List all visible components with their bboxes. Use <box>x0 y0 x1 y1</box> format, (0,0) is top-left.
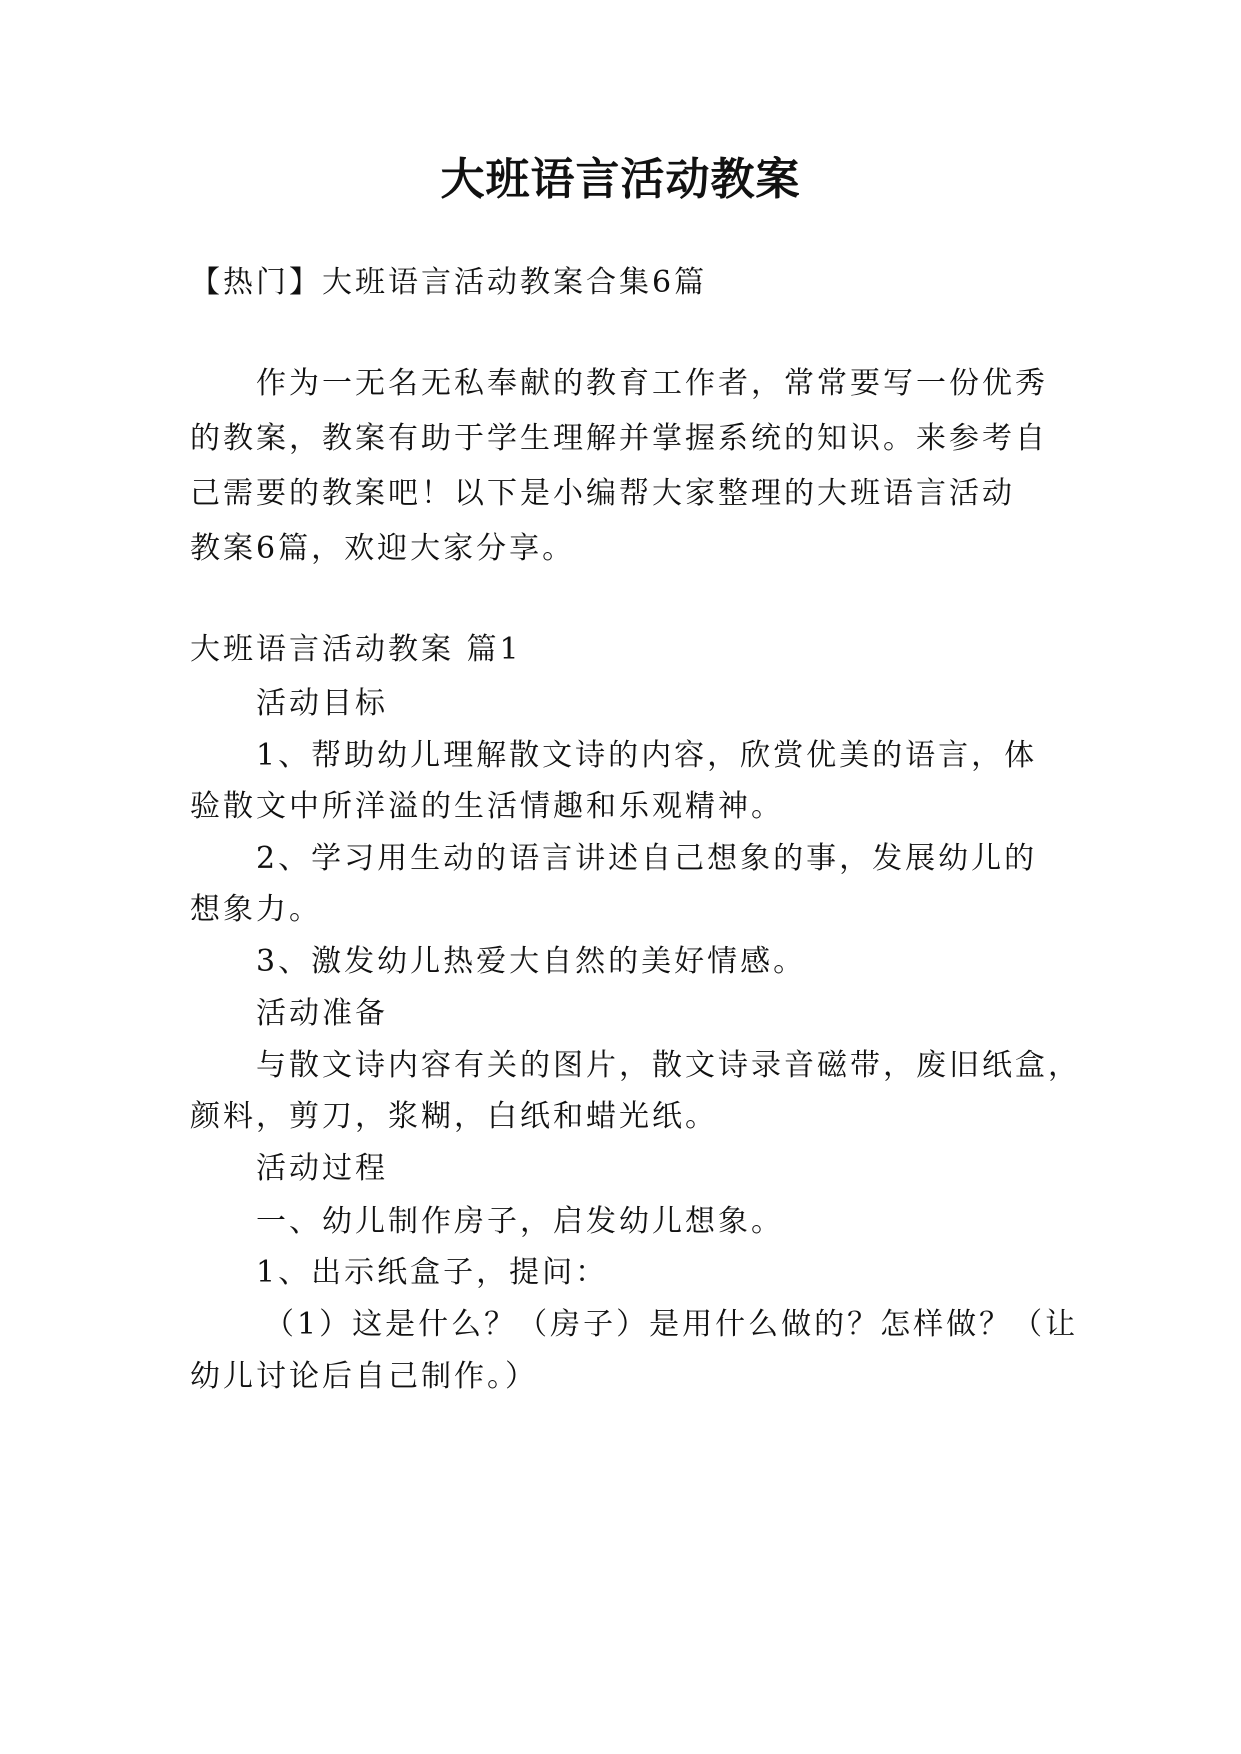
body-line-goal-3: 3、激发幼儿热爱大自然的美好情感。 <box>256 944 807 979</box>
body-line-activity-prep: 活动准备 <box>256 996 388 1031</box>
body-line-process-question-cont: 幼儿讨论后自己制作。） <box>190 1359 538 1394</box>
body-line-goal-1: 1、帮助幼儿理解散文诗的内容，欣赏优美的语言，体 <box>256 738 1038 773</box>
section-heading: 大班语言活动教案 篇1 <box>190 632 522 667</box>
body-line-prep-1: 与散文诗内容有关的图片，散文诗录音磁带，废旧纸盒， <box>256 1048 1081 1083</box>
document-subtitle: 【热门】大班语言活动教案合集6篇 <box>190 265 708 300</box>
body-line-prep-1-cont: 颜料，剪刀，浆糊，白纸和蜡光纸。 <box>190 1099 718 1134</box>
body-line-process-1: 一、幼儿制作房子，启发幼儿想象。 <box>256 1204 784 1239</box>
body-line-activity-process: 活动过程 <box>256 1151 388 1186</box>
intro-line-3: 己需要的教案吧！以下是小编帮大家整理的大班语言活动 <box>190 476 1015 511</box>
body-line-goal-1-cont: 验散文中所洋溢的生活情趣和乐观精神。 <box>190 789 784 824</box>
body-line-activity-goals: 活动目标 <box>256 686 388 721</box>
intro-line-4: 教案6篇，欢迎大家分享。 <box>190 531 576 566</box>
document-title: 大班语言活动教案 <box>440 154 801 205</box>
body-line-goal-2: 2、学习用生动的语言讲述自己想象的事，发展幼儿的 <box>256 841 1038 876</box>
intro-line-1: 作为一无名无私奉献的教育工作者，常常要写一份优秀 <box>256 366 1048 401</box>
body-line-process-question: （1）这是什么？（房子）是用什么做的？怎样做？（让 <box>264 1307 1079 1342</box>
intro-line-2: 的教案，教案有助于学生理解并掌握系统的知识。来参考自 <box>190 421 1048 456</box>
body-line-goal-2-cont: 想象力。 <box>190 892 322 927</box>
body-line-process-1-1: 1、出示纸盒子，提问： <box>256 1255 609 1290</box>
